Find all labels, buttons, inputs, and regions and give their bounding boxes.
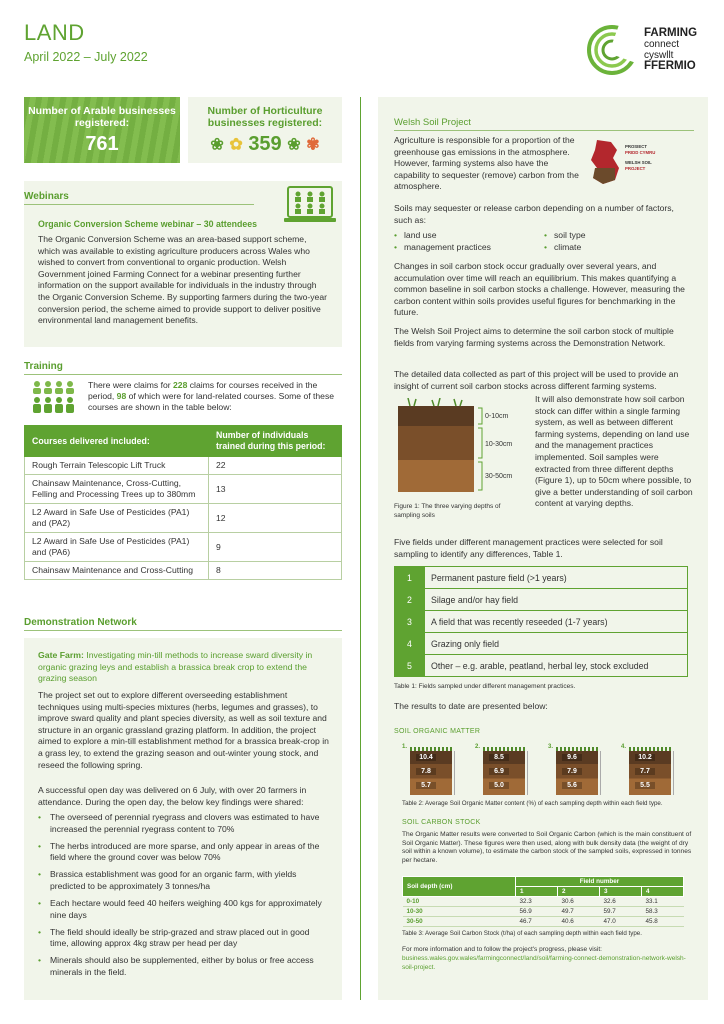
- welsh-soil-heading: Welsh Soil Project: [394, 117, 471, 128]
- project-link[interactable]: business.wales.gov.wales/farmingconnect/land/soil/farming-connect-demonstration-network-welsh-soil-project.: [402, 954, 686, 971]
- logo-text: WELSH SOIL: [625, 160, 652, 165]
- field-label: Permanent pasture field (>1 years): [425, 567, 688, 589]
- divider: [24, 630, 342, 631]
- table-row: [25, 562, 342, 580]
- findings-list: [38, 812, 330, 984]
- table-cell: 59.7: [599, 907, 641, 917]
- field-number: 5: [395, 655, 425, 677]
- arable-label: Number of Arable businesses registered:: [28, 105, 176, 129]
- table-cell: 30-50: [403, 917, 516, 927]
- date-range: April 2022 – July 2022: [24, 50, 148, 64]
- webinars-heading: Webinars: [24, 191, 69, 202]
- table-row: [403, 897, 684, 907]
- column-divider: [360, 97, 361, 1000]
- som-value: 5.5: [635, 782, 655, 789]
- text-fragment: of which were for land-related courses. Some of these courses are shown in the table below:: [88, 391, 335, 413]
- table-cell: 32.6: [599, 897, 641, 907]
- land-course-count: 98: [116, 391, 127, 402]
- som-value: 10.2: [635, 754, 655, 761]
- som-figure-label: 2.: [475, 744, 481, 750]
- claims-count: 228: [173, 380, 188, 390]
- divider: [24, 374, 342, 375]
- field-selection-text: Five fields under different management practices were selected for soil sampling to identify any differences, Table 1.: [394, 537, 663, 559]
- welsh-soil-intro: Agriculture is responsible for a proportion of the greenhouse gas emissions in the atmosphere. However, farming systems also have the capability to sequester (remove) carbon from the atmosphere.: [394, 135, 579, 192]
- text-fragment: For more information and to follow the project's progress, please visit:: [402, 946, 602, 953]
- table-row: [403, 917, 684, 927]
- gate-farm-description: Investigating min-till methods to increase sward diversity in organic grazing leys and establish a brassica break crop to extend the grazing season: [38, 650, 313, 684]
- results-intro: The results to date are presented below:: [394, 701, 548, 711]
- text-fragment: claims for courses received in the period,: [88, 380, 318, 402]
- carbon-stock-heading: SOIL CARBON STOCK: [402, 819, 481, 826]
- divider: [24, 204, 254, 205]
- table-row: [395, 567, 688, 589]
- som-value: 8.5: [489, 754, 509, 761]
- soil-depth-figure: [398, 398, 528, 494]
- table-cell: L2 Award in Safe Use of Pesticides (PA1) and (PA6): [25, 533, 209, 562]
- webinar-monitor-icon: [284, 186, 336, 224]
- table-cell: 10-30: [403, 907, 516, 917]
- table-header: 3: [599, 887, 641, 897]
- field-number: 4: [395, 633, 425, 655]
- table-row: [25, 504, 342, 533]
- project-aim-text: The Welsh Soil Project aims to determine the soil carbon stock of multiple fields from varying farming systems across the Demonstration Network.: [394, 326, 674, 348]
- table-row: [25, 475, 342, 504]
- logo-text: PRIDD CYMRU: [625, 150, 656, 155]
- table-row: [395, 633, 688, 655]
- wales-map-icon: [587, 138, 623, 186]
- table-row: [395, 611, 688, 633]
- webinar-body: The Organic Conversion Scheme was an area-based support scheme, which was available to existing agriculture producers across Wales who wished to convert from conventional to organic production. Welsh Government joined Farming Connect for a webinar presenting further information on the support available for individuals in the industry through the Organic Conversion Scheme. By supporting farmers during the two-year conversion period, the scheme aimed to provide support to deliver positive environmental land management benefits.: [38, 234, 327, 326]
- depth-label: 10-30cm: [485, 441, 513, 448]
- open-day-text: A successful open day was delivered on 6 July, with over 20 farmers in attendance. During the open day, the below key findings were shared:: [38, 785, 307, 807]
- table-row: [395, 589, 688, 611]
- field-label: Other – e.g. arable, peatland, herbal ley, stock excluded: [425, 655, 688, 677]
- carbon-change-text: Changes in soil carbon stock occur gradually over several years, and accumulation over time will reach an equilibrium. This makes quantifying a common baseline in soil carbon stocks a challenge. However, measuring the carbon content within soils provides useful figures for benchmarking in the future.: [394, 261, 685, 318]
- som-figure: [621, 744, 683, 796]
- table-header: 1: [515, 887, 557, 897]
- som-figure: [475, 744, 537, 796]
- field-number: 1: [395, 567, 425, 589]
- field-label: Silage and/or hay field: [425, 589, 688, 611]
- arable-stat-box: [24, 97, 180, 163]
- depth-ticks: [600, 751, 610, 795]
- arable-count: 761: [85, 133, 119, 155]
- training-heading: Training: [24, 361, 63, 372]
- table-cell: 49.7: [557, 907, 599, 917]
- table-cell: Chainsaw Maintenance and Cross-Cutting: [25, 562, 209, 580]
- table-header: 2: [557, 887, 599, 897]
- som-value: 9.6: [562, 754, 582, 761]
- som-figure-label: 1.: [402, 744, 408, 750]
- flower-icon: ✾: [306, 136, 320, 154]
- logo-line: FFERMIO: [644, 60, 696, 72]
- plant-icon: ❀: [287, 136, 301, 154]
- list-item: • land use: [394, 229, 437, 241]
- table-cell: L2 Award in Safe Use of Pesticides (PA1) and (PA2): [25, 504, 209, 533]
- som-figure-label: 3.: [548, 744, 554, 750]
- logo-line: connect: [644, 39, 680, 50]
- som-figure: [402, 744, 464, 796]
- logo-text: PROSIECT: [625, 144, 647, 149]
- table-cell: 9: [209, 533, 342, 562]
- som-figure-label: 4.: [621, 744, 627, 750]
- text-fragment: There were claims for: [88, 380, 174, 390]
- table-cell: 58.3: [641, 907, 683, 917]
- table-caption: Table 2: Average Soil Organic Matter content (%) of each sampling depth within each field type.: [402, 800, 663, 807]
- carbon-stock-table: [402, 876, 684, 927]
- table-cell: 8: [209, 562, 342, 580]
- field-number: 3: [395, 611, 425, 633]
- table-cell: Chainsaw Maintenance, Cross-Cutting, Felling and Processing Trees up to 380mm: [25, 475, 209, 504]
- som-figure: [548, 744, 610, 796]
- flower-icon: ✿: [229, 136, 243, 154]
- gate-farm-label: Gate Farm:: [38, 650, 84, 660]
- table-cell: 30.6: [557, 897, 599, 907]
- webinar-subtitle: Organic Conversion Scheme webinar – 30 attendees: [38, 219, 258, 229]
- list-item: • Each hectare would feed 40 heifers weighing 400 kgs for approximately nine days: [38, 898, 330, 921]
- logo-text: PROJECT: [625, 166, 646, 171]
- depth-label: 0-10cm: [485, 413, 509, 420]
- list-item: • The overseed of perennial ryegrass and clovers was estimated to have increased the perennial ryegrass content to 70%: [38, 812, 330, 835]
- table-cell: 13: [209, 475, 342, 504]
- som-value: 6.9: [489, 768, 509, 775]
- factors-intro: Soils may sequester or release carbon depending on a number of factors, such as:: [394, 203, 674, 225]
- som-heading: SOIL ORGANIC MATTER: [394, 728, 481, 735]
- table-header: Number of individuals trained during this period:: [209, 426, 342, 457]
- sampling-text: It will also demonstrate how soil carbon stock can differ within a single farming system, as well as between different farming systems, depending on land use and the management practices implemented. Soil samples were extracted from three different depths (Figure 1), up to 50cm where possible, to give a better understanding of soil carbon content at varying depths.: [535, 394, 693, 509]
- list-item: • climate: [544, 241, 581, 253]
- som-value: 7.8: [416, 768, 436, 775]
- divider: [394, 130, 694, 131]
- people-icon: [30, 380, 76, 414]
- table-caption: Table 3: Average Soil Carbon Stock (t/ha) of each sampling depth within each field type.: [402, 930, 642, 937]
- som-value: 10.4: [416, 754, 436, 761]
- table-cell: 32.3: [515, 897, 557, 907]
- table-cell: 0-10: [403, 897, 516, 907]
- gate-farm-title: [38, 650, 330, 685]
- table-cell: 46.7: [515, 917, 557, 927]
- table-header: Soil depth (cm): [403, 877, 516, 897]
- table-caption: Table 1: Fields sampled under different management practices.: [394, 683, 576, 690]
- data-insight-text: The detailed data collected as part of this project will be used to provide an insight of current soil carbon stocks across different farming systems.: [394, 369, 679, 391]
- depth-label: 30-50cm: [485, 473, 513, 480]
- page-title: LAND: [24, 20, 85, 45]
- figure-caption: Figure 1: The three varying depths of sampling soils: [394, 503, 501, 519]
- plant-icon: ❀: [210, 136, 224, 154]
- training-summary: [88, 380, 338, 414]
- table-cell: 12: [209, 504, 342, 533]
- horticulture-label: Number of Horticulture businesses registered:: [207, 105, 323, 129]
- farming-connect-logo: [584, 22, 720, 78]
- som-value: 5.0: [489, 782, 509, 789]
- depth-ticks: [454, 751, 464, 795]
- table-cell: 22: [209, 457, 342, 475]
- field-label: Grazing only field: [425, 633, 688, 655]
- table-cell: 47.0: [599, 917, 641, 927]
- table-cell: 56.9: [515, 907, 557, 917]
- som-value: 5.7: [416, 782, 436, 789]
- table-cell: Rough Terrain Telescopic Lift Truck: [25, 457, 209, 475]
- fields-table: [394, 566, 688, 677]
- table-row: [25, 457, 342, 475]
- table-row: [25, 533, 342, 562]
- courses-table: [24, 425, 342, 580]
- list-item: • soil type: [544, 229, 586, 241]
- table-row: [395, 655, 688, 677]
- list-item: • management practices: [394, 241, 491, 253]
- swirl-logo-icon: [584, 22, 640, 78]
- table-row: [403, 907, 684, 917]
- som-value: 5.6: [562, 782, 582, 789]
- horticulture-count: 359: [248, 133, 282, 155]
- som-value: 7.7: [635, 768, 655, 775]
- table-header: 4: [641, 887, 683, 897]
- demonstration-heading: Demonstration Network: [24, 617, 137, 628]
- carbon-stock-body: The Organic Matter results were converted to Soil Organic Carbon (which is the main constituent of Soil Organic Matter). These figures were then used, along with bulk density data (the weight of dry soil within a known volume), to estimate the carbon stock of the sampled soils, expressed in tonnes per hectare.: [402, 831, 692, 864]
- depth-ticks: [527, 751, 537, 795]
- logo-line: FARMING: [644, 27, 698, 39]
- list-item: • Brassica establishment was good for an organic farm, with yields predicted to be approximately 3 tonnes/ha: [38, 869, 330, 892]
- list-item: • The field should ideally be strip-grazed and straw placed out in good time, allowing approx 4kg straw per head per day: [38, 927, 330, 950]
- horticulture-stat-box: [188, 97, 342, 163]
- table-cell: 45.8: [641, 917, 683, 927]
- more-info-text: [402, 946, 692, 972]
- table-cell: 33.1: [641, 897, 683, 907]
- som-value: 7.9: [562, 768, 582, 775]
- field-number: 2: [395, 589, 425, 611]
- table-header: Field number: [515, 877, 683, 887]
- gate-farm-body: The project set out to explore different overseeding establishment techniques using multi-species mixtures (herbs, legumes and grasses), to improve sward quality and plant species diversity, as well as soil texture and structure in an organic grassland grazing platform. In addition, the project aimed to explore a min-till establishment method for a brassica break-crop in a grass ley, to extend the grazing season and out-winter young stock, and reseed the following spring.: [38, 690, 329, 770]
- field-label: A field that was recently reseeded (1-7 years): [425, 611, 688, 633]
- table-cell: 40.6: [557, 917, 599, 927]
- list-item: • Minerals should also be supplemented, either by bolus or free access minerals in the field.: [38, 955, 330, 978]
- table-header: Courses delivered included:: [25, 426, 209, 457]
- depth-ticks: [673, 751, 683, 795]
- logo-line: cyswllt: [644, 50, 674, 61]
- list-item: • The herbs introduced are more sparse, and only appear in areas of the field where the ground cover was below 70%: [38, 841, 330, 864]
- welsh-soil-project-logo: [587, 138, 661, 188]
